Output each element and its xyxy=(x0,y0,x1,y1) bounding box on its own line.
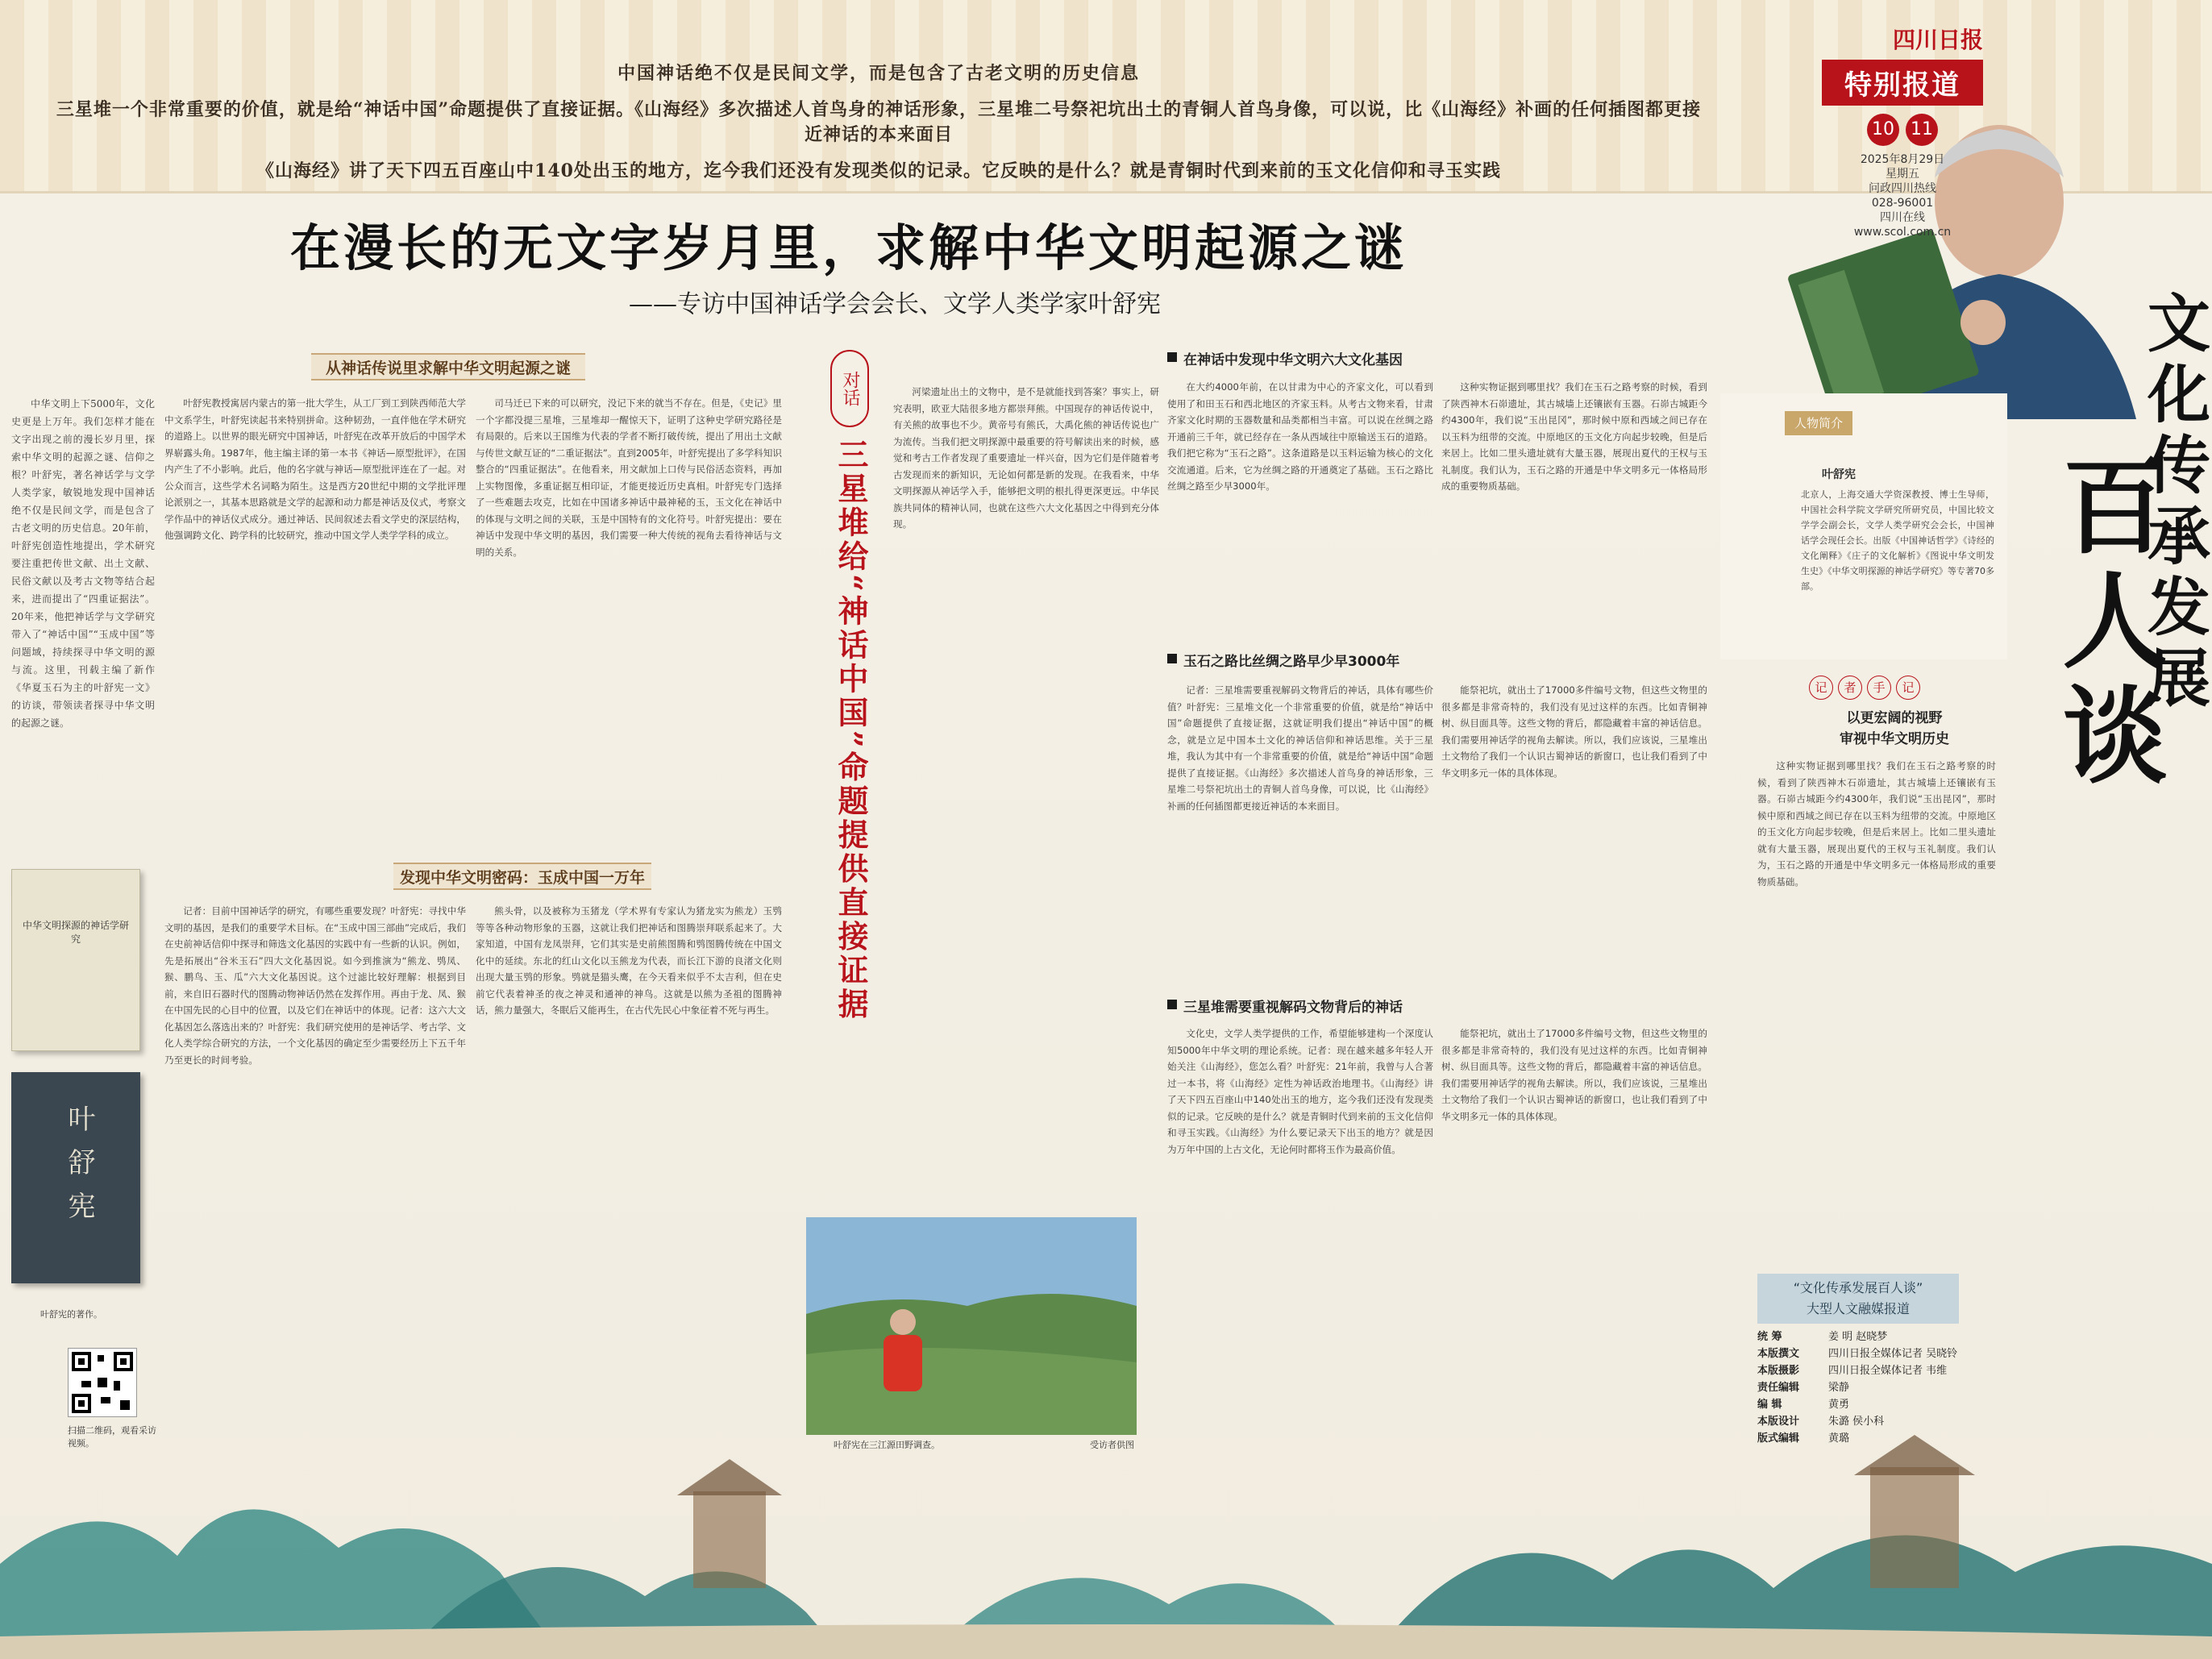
column-5-text: 河梁遗址出土的文物中，是不是就能找到答案？事实上，研究表明，欧亚大陆很多地方都崇拜熊。中国现存的神话传说中，有关熊的故事也不少。黄帝号有熊氏，大禹化熊的神话传说也广为流传。当我们把文明探源中最重要的符号解读出来的时候，感觉和考古工作者发现了重要遗址一样兴奋，因为它们是伴随着考古发现而来的新知识，无论如何都是新的发现。在我看来，中华文明探源从神话学入手，能够把文明的根扎得更深更远。中华民族共同体的精神认同，也就在这些六大文化基因之中得到充分体现。 xyxy=(893,386,1159,530)
section-head-1: 从神话传说里求解中华文明起源之谜 xyxy=(311,353,585,380)
credit-value: 梁静 xyxy=(1828,1382,1850,1394)
credit-value: 四川日报全媒体记者 吴晓铃 xyxy=(1828,1348,1958,1360)
credit-value: 姜 明 赵晓梦 xyxy=(1828,1331,1888,1343)
paper-logo: 四川日报 xyxy=(1892,27,1983,53)
issue-info xyxy=(1822,152,1983,239)
column-7-text: 这种实物证据到哪里找？我们在玉石之路考察的时候，看到了陕西神木石峁遗址，其古城墙上还镶嵌有玉器。石峁古城距今约4300年，我们说“玉出昆冈”，那时候中原和西域之间已存在以玉料为纽带的交流。中原地区的玉文化方向起步较晚，但是后来居上。比如二里头遗址就有大量玉器，展现出夏代的王权与玉礼制度。我们认为，玉石之路的开通是中华文明多元一体格局形成的重要物质基础。 xyxy=(1441,381,1707,492)
section-head-5: 三星堆需要重视解码文物背后的神话 xyxy=(1167,996,1403,1016)
page-left: 10 xyxy=(1867,114,1899,146)
reporter-note-label xyxy=(1809,676,1920,700)
issue-date: 2025年8月29日 xyxy=(1860,153,1945,166)
masthead xyxy=(1822,23,1983,239)
body-column-11 xyxy=(1441,1025,1707,1420)
credit-value: 黄勇 xyxy=(1828,1399,1850,1411)
calligraphy-line-1: 文化传承发展 xyxy=(2137,290,2210,716)
credit-key: 版式编辑 xyxy=(1757,1432,1800,1445)
section-tag: 特别报道 xyxy=(1822,60,1983,106)
dialogue-title: 三星堆给“神话中国”命题提供直接证据 xyxy=(833,439,869,1022)
qr-caption: 扫描二维码，观看采访视频。 xyxy=(68,1425,156,1449)
note-char-1: 记 xyxy=(1809,676,1833,700)
book-cover-2 xyxy=(11,1072,140,1283)
hotline-phone: 028-96001 xyxy=(1871,197,1934,210)
body-column-10 xyxy=(1167,1025,1433,1420)
dialogue-badge: 对话 xyxy=(830,350,869,427)
book-1-title: 中华文明探源的神话学研究 xyxy=(22,920,129,945)
field-photo xyxy=(806,1217,1137,1435)
section-head-4: 玉石之路比丝绸之路早少早3000年 xyxy=(1167,650,1399,670)
column-10-text: 文化史，文学人类学提供的工作，希望能够建构一个深度认知5000年中华文明的理论系统。记者：现在越来越多年轻人开始关注《山海经》，您怎么看？叶舒宪：21年前，我曾与人合著过一本书，将《山海经》定性为神话政治地理书。《山海经》讲了天下四五百座山中140处出玉的地方，迄今我们还没有发现类似的记录。它反映的是什么？就是青铜时代到来前的玉文化信仰和寻玉实践。《山海经》为什么要记录天下出玉的地方？就是因为万年中国的上古文化，无论何时都将玉作为最高价值。 xyxy=(1167,1028,1433,1155)
credit-row xyxy=(1757,1328,1983,1345)
banner-line-2: 三星堆一个非常重要的价值，就是给“神话中国”命题提供了直接证据。《山海经》多次描述人首鸟身的神话形象，三星堆二号祭祀坑出土的青铜人首鸟身像，可以说，比《山海经》补画的任何插图都更接近神话的本来面目 xyxy=(56,99,1702,145)
column-11-text: 能祭祀坑，就出土了17000多件编号文物，但这些文物里的很多都是非常奇特的，我们没有见过这样的东西。比如青铜神树、纵目面具等。这些文物的背后，都隐藏着丰富的神话信息。我们需要用神话学的视角去解读。所以，我们应该说，三星堆出土文物给了我们一个认识古蜀神话的新窗口，也让我们看到了中华文明多元一体的具体体现。 xyxy=(1441,1028,1707,1122)
note-char-2: 者 xyxy=(1838,676,1862,700)
qr-code-icon[interactable] xyxy=(68,1348,137,1417)
credit-row xyxy=(1757,1379,1983,1396)
issue-weekday: 星期五 xyxy=(1886,168,1919,181)
credit-value: 朱潞 侯小科 xyxy=(1828,1416,1885,1428)
credit-key: 责任编辑 xyxy=(1757,1382,1800,1394)
lead-text: 中华文明上下5000年，文化史更是上万年。我们怎样才能在文字出现之前的漫长岁月里，探索中华文明的起源之谜、信仰之根？叶舒宪，著名神话学与文学人类学家，敏锐地发现中国神话绝不仅是民间文学，而是包含了古老文明的历史信息。20年前，叶舒宪创造性地提出，学术研究要注重把传世文献、出土文献、民俗文献以及考古文物等结合起来，进而提出了“四重证据法”。20年来，他把神话学与文学研究带入了“神话中国”“玉成中国”等问题域，持续探寻中华文明的源与流。这里，刊载主编了新作《华夏玉石为主的叶舒宪一文》的访谈，带领读者探寻中华文明的起源之谜。 xyxy=(11,398,155,729)
page-title: 在漫长的无文字岁月里，求解中华文明起源之谜 xyxy=(290,218,1408,277)
book-cover-1 xyxy=(11,869,140,1051)
column-3-text: 记者：目前中国神话学的研究，有哪些重要发现？叶舒宪：寻找中华文明的基因，是我们的重要学术目标。在“玉成中国三部曲”完成后，我们在史前神话信仰中探寻和筛选文化基因的实践中有一些新的认识。例如，先是拓展出“谷米玉石”四大文化基因说。如今到推演为“熊龙、鸮凤、猴、鹏鸟、玉、瓜”六大文化基因说。这个过滤比较好理解：根据到目前，来自旧石器时代的图腾动物神话仍然在发挥作用。再由于龙、凤、猴在中国先民的心目中的位置，以及它们在神话中的体现。记者：这六大文化基因怎么落选出来的？叶舒宪：我们研究使用的是神话学、考古学、文化人类学综合研究的方法，一个文化基因的确定至少需要经历上下五千年乃至更长的时间考验。 xyxy=(164,905,466,1066)
section-head-2: 发现中华文明密码：玉成中国一万年 xyxy=(393,863,651,890)
section-head-3: 在神话中发现中华文明六大文化基因 xyxy=(1167,348,1403,368)
reporter-note-text xyxy=(1757,758,1996,1258)
credit-key: 本版撰文 xyxy=(1757,1348,1800,1360)
mountain-landscape-decoration xyxy=(0,1419,2212,1659)
note-title-line-1: 以更宏阔的视野 xyxy=(1846,710,1943,726)
hotline-label: 问政四川热线 xyxy=(1869,182,1936,195)
body-column-5 xyxy=(893,384,1159,1198)
credit-row xyxy=(1757,1345,1983,1362)
credit-row xyxy=(1757,1396,1983,1413)
note-char-4: 记 xyxy=(1896,676,1920,700)
lead-paragraph xyxy=(11,395,155,879)
special-line-1: “文化传承发展百人谈” xyxy=(1793,1280,1923,1295)
credit-key: 本版设计 xyxy=(1757,1416,1800,1428)
column-1-text: 叶舒宪教授寓居内蒙古的第一批大学生，从工厂到工到陕西师范大学中文系学生，叶舒宪读起书来特别拼命。这种韧劲，一直伴他在学术研究的道路上。以世界的眼光研究中国神话，叶舒宪在改革开放后的中国学术界崭露头角。1987年，他主编主译的第一本书《神话—原型批评》，在国内产生了不小影响。此后，他的名字就与神话—原型批评连在了一起。对公众而言，这些学术名词略为陌生。这是西方20世纪中期的文学批评理论派别之一，其基本思路就是文学的起源和动力都是神话及仪式，考察文学作品中的神话仪式成分。通过神话、民间叙述去看文学史的深层结构，他强调跨文化、跨学科的比较研究，推动中国文学人类学学科的成立。 xyxy=(164,397,466,541)
note-title-line-2: 审视中华文明历史 xyxy=(1840,731,1949,747)
credit-value: 黄璐 xyxy=(1828,1432,1850,1445)
banner-quotes xyxy=(48,60,1709,182)
credit-key: 统 筹 xyxy=(1757,1331,1782,1343)
page-subtitle: ——专访中国神话学会会长、文学人类学家叶舒宪 xyxy=(629,290,1161,318)
body-column-6 xyxy=(1167,379,1433,637)
special-line-2: 大型人文融媒报道 xyxy=(1806,1301,1910,1316)
banner-line-1: 中国神话绝不仅是民间文学，而是包含了古老文明的历史信息 xyxy=(617,63,1140,84)
body-column-1 xyxy=(164,395,466,854)
calligraphy-line-2: 百人谈 xyxy=(2045,451,2168,795)
body-column-9 xyxy=(1441,682,1707,980)
credit-key: 本版摄影 xyxy=(1757,1365,1800,1377)
page-numbers xyxy=(1822,114,1983,146)
body-column-4 xyxy=(476,903,782,1419)
profile-text: 北京人，上海交通大学资深教授、博士生导师，中国社会科学院文学研究所研究员，中国比较文学学会副会长，文学人类学研究会会长，中国神话学会现任会长。出版《中国神话哲学》《诗经的文化阐释》《庄子的文化解析》《图说中华文明发生史》《中华文明探源的神话学研究》等专著70多部。 xyxy=(1801,489,1994,592)
column-2-text: 司马迁已下来的可以研究，没记下来的就当不存在。但是，《史记》里一个字都没提三星堆，三星堆却一醒惊天下，证明了这种史学研究路径是有局限的。后来以王国维为代表的学者不断打破传统，提出了用出土文献与传世文献互证的“二重证据法”。直到2005年，叶舒宪提出了多学科知识整合的“四重证据法”。在他看来，用文献加上口传与民俗活态资料，再加上实物图像，多重证据互相印证，才能更接近历史真相。叶舒宪专门选择了一些难题去攻克，比如在中国诸多神话中最神秘的玉，玉文化在神话中的体现与文明之间的关联，玉是中国特有的文化符号。叶舒宪提出：要在神话中发现中华文明的基因，我们需要一种大传统的视角去看待神话与文明的关系。 xyxy=(476,397,782,558)
body-column-7 xyxy=(1441,379,1707,637)
credit-key: 编 辑 xyxy=(1757,1399,1782,1411)
credit-row xyxy=(1757,1362,1983,1379)
books-caption: 叶舒宪的著作。 xyxy=(40,1309,102,1320)
body-column-8 xyxy=(1167,682,1433,980)
book-2-title: 叶舒宪 xyxy=(63,1104,95,1235)
reporter-note-title xyxy=(1822,708,1967,750)
photo-credit: 受访者供图 xyxy=(1090,1440,1134,1450)
dialogue-block xyxy=(825,350,874,1022)
profile-box xyxy=(1720,393,2007,659)
reporter-note-paragraph: 这种实物证据到哪里找？我们在玉石之路考察的时候，看到了陕西神木石峁遗址，其古城墙上还镶嵌有玉器。石峁古城距今约4300年，我们说“玉出昆冈”，那时候中原和西域之间已存在以玉料为纽带的交流。中原地区的玉文化方向起步较晚，但是后来居上。比如二里头遗址就有大量玉器，展现出夏代的王权与玉礼制度。我们认为，玉石之路的开通是中华文明多元一体格局形成的重要物质基础。 xyxy=(1757,760,1996,888)
page-right: 11 xyxy=(1906,114,1938,146)
credit-value: 四川日报全媒体记者 韦维 xyxy=(1828,1365,1948,1377)
column-6-text: 在大约4000年前，在以甘肃为中心的齐家文化，可以看到使用了和田玉石和西北地区的齐家玉料。从考古文物来看，甘肃齐家文化时期的玉器数量和品类都相当丰富。可以说在丝绸之路开通前三千年，就已经存在一条从西域往中原输送玉石的道路。我们把它称为“玉石之路”。这条道路是以玉料运输为核心的文化交流通道。后来，它为丝绸之路的开通奠定了基础。玉石之路比丝绸之路至少早3000年。 xyxy=(1167,381,1433,492)
profile-name: 叶舒宪 xyxy=(1822,468,1856,481)
body-column-3 xyxy=(164,903,466,1419)
photo-caption: 叶舒宪在三江源田野调查。 xyxy=(834,1440,940,1450)
column-8-text: 记者：三星堆需要重视解码文物背后的神话，具体有哪些价值？叶舒宪：三星堆文化一个非常重要的价值，就是给“神话中国”命题提供了直接证据，这就证明我们提出“神话中国”的概念，就是立足中国本土文化的神话信仰和神话思维。关于三星堆，我认为其中有一个非常重要的价值，就是给“神话中国”命题提供了直接证据。《山海经》多次描述人首鸟身的神话形象，三星堆二号祭祀坑出土的青铜人首鸟身像，可以说，比《山海经》补画的任何插图都更接近神话的本来面目。 xyxy=(1167,684,1433,812)
profile-label: 人物简介 xyxy=(1785,411,1852,435)
body-column-2 xyxy=(476,395,782,854)
special-report-box xyxy=(1757,1274,1959,1324)
note-char-3: 手 xyxy=(1867,676,1891,700)
banner-line-3: 《山海经》讲了天下四五百座山中140处出玉的地方，迄今我们还没有发现类似的记录。它反映的是什么？就是青铜时代到来前的玉文化信仰和寻玉实践 xyxy=(256,160,1501,181)
column-9-text: 能祭祀坑，就出土了17000多件编号文物，但这些文物里的很多都是非常奇特的，我们没有见过这样的东西。比如青铜神树、纵目面具等。这些文物的背后，都隐藏着丰富的神话信息。我们需要用神话学的视角去解读。所以，我们应该说，三星堆出土文物给了我们一个认识古蜀神话的新窗口，也让我们看到了中华文明多元一体的具体体现。 xyxy=(1441,684,1707,779)
column-4-text: 熊头骨，以及被称为玉猪龙（学术界有专家认为猪龙实为熊龙）玉鸮等等各种动物形象的玉器，这就让我们把神话和图腾崇拜联系起来了。大家知道，中国有龙凤崇拜，它们其实是史前熊图腾和鸮图腾传统在中国文化中的延续。东北的红山文化以玉熊龙为代表，而长江下游的良渚文化则出现大量玉鸮的形象。鸮就是猫头鹰，在今天看来似乎不太吉利，但在史前它代表着神圣的夜之神灵和通神的神鸟。这就是以熊为圣祖的图腾神话，熊力量强大，冬眠后又能再生，在古代先民心中象征着不死与再生。 xyxy=(476,905,782,1016)
online-label: 四川在线 xyxy=(1880,211,1925,224)
online-url: www.scol.com.cn xyxy=(1853,226,1952,239)
